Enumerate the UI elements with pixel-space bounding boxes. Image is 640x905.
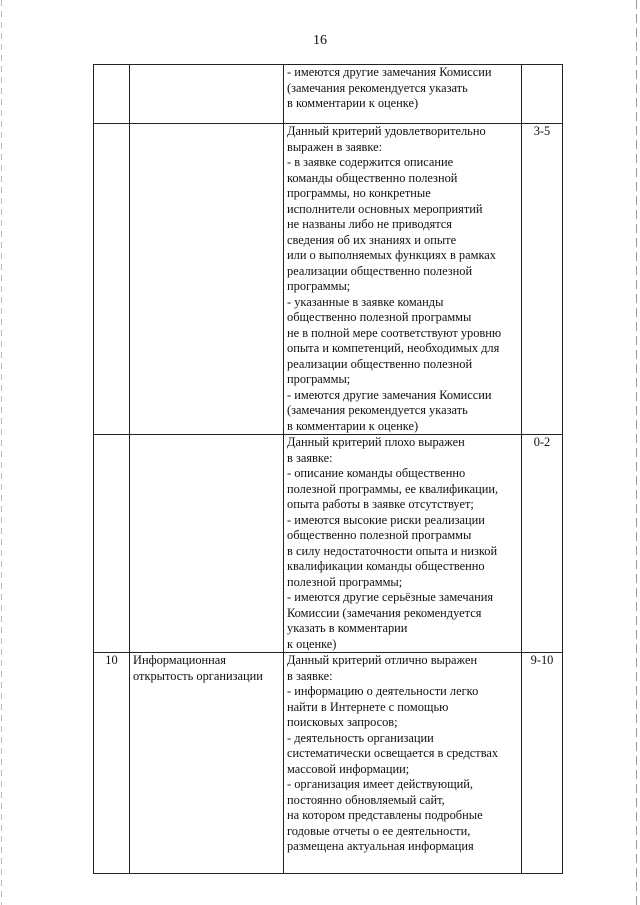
description-line: полезной программы, ее квалификации, (287, 481, 499, 496)
description-line: реализации общественно полезной (287, 356, 473, 371)
criterion-name-cell (130, 435, 284, 653)
description-line: - в заявке содержится описание (287, 155, 454, 169)
description-line: выражен в заявке: (287, 139, 383, 154)
criterion-name-line: Информационная (133, 653, 226, 667)
description-line: - имеются другие замечания Комиссии (287, 387, 492, 402)
score-cell: 0-2 (522, 435, 563, 653)
table-row (94, 653, 563, 874)
description-line: команды общественно полезной (287, 170, 458, 185)
description-line: найти в Интернете с помощью (287, 699, 449, 714)
description-line: исполнители основных мероприятий (287, 201, 483, 216)
row-number-cell (94, 435, 130, 653)
description-line: или о выполняемых функциях в рамках (287, 248, 496, 262)
row-number-cell (94, 65, 130, 124)
criterion-description-cell (284, 124, 522, 435)
description-line: - имеются другие серьёзные замечания (287, 590, 494, 604)
description-line: программы; (287, 279, 351, 293)
description-line: не названы либо не приводятся (287, 217, 452, 231)
description-line: Комиссии (замечания рекомендуется (287, 605, 482, 620)
scan-edge-left (1, 0, 2, 905)
description-line: - описание команды общественно (287, 466, 466, 480)
criterion-description-cell (284, 435, 522, 653)
description-line: сведения об их знаниях и опыте (287, 232, 457, 247)
criterion-name-cell (130, 65, 284, 124)
table-row (94, 435, 563, 653)
criterion-name-cell (130, 653, 284, 874)
description-line: поисковых запросов; (287, 715, 398, 729)
criterion-description-cell (284, 653, 522, 874)
table-row (94, 65, 563, 124)
description-line: - имеются другие замечания Комиссии (287, 65, 492, 79)
description-line: Данный критерий удовлетворительно (287, 124, 486, 138)
description-line: программы; (287, 372, 351, 386)
description-line: общественно полезной программы (287, 528, 472, 542)
description-line: - организация имеет действующий, (287, 777, 474, 791)
description-line: указать в комментарии (287, 621, 408, 635)
description-line: реализации общественно полезной (287, 263, 473, 278)
score-cell: 3-5 (522, 124, 563, 435)
description-line: к оценке) (287, 636, 337, 651)
criterion-description-cell (284, 65, 522, 124)
scan-edge-right (636, 0, 637, 905)
description-line: программы, но конкретные (287, 186, 431, 200)
description-line: опыта и компетенций, необходимых для (287, 341, 500, 355)
description-line: - имеются высокие риски реализации (287, 512, 485, 527)
criteria-table (93, 64, 563, 874)
row-number-cell (94, 124, 130, 435)
description-line: в комментарии к оценке) (287, 96, 419, 110)
description-line: опыта работы в заявке отсутствует; (287, 497, 474, 511)
description-line: квалификации команды общественно (287, 559, 485, 573)
score-cell: 9-10 (522, 653, 563, 874)
description-line: на котором представлены подробные (287, 808, 483, 822)
description-line: массовой информации; (287, 761, 410, 776)
description-line: общественно полезной программы (287, 310, 472, 324)
description-line: (замечания рекомендуется указать (287, 403, 468, 417)
criteria-table-body (94, 65, 563, 874)
description-line: Данный критерий плохо выражен (287, 435, 465, 449)
criterion-name-cell (130, 124, 284, 435)
description-line: (замечания рекомендуется указать (287, 80, 468, 95)
description-line: систематически освещается в средствах (287, 746, 499, 760)
description-line: - деятельность организации (287, 730, 434, 745)
table-row (94, 124, 563, 435)
description-line: - указанные в заявке команды (287, 294, 444, 309)
description-line: размещена актуальная информация (287, 839, 474, 853)
description-line: полезной программы; (287, 574, 403, 589)
description-line: в комментарии к оценке) (287, 418, 419, 433)
page-number: 16 (313, 33, 327, 48)
criterion-name-line: открытость организации (133, 668, 263, 683)
description-line: - информацию о деятельности легко (287, 684, 479, 698)
description-line: Данный критерий отлично выражен (287, 653, 478, 667)
description-line: в заявке: (287, 668, 333, 683)
description-line: годовые отчеты о ее деятельности, (287, 823, 471, 838)
description-line: в силу недостаточности опыта и низкой (287, 543, 498, 558)
description-line: постоянно обновляемый сайт, (287, 792, 445, 807)
description-line: не в полной мере соответствуют уровню (287, 325, 502, 340)
description-line: в заявке: (287, 450, 333, 465)
row-number-cell: 10 (94, 653, 130, 874)
score-cell (522, 65, 563, 124)
